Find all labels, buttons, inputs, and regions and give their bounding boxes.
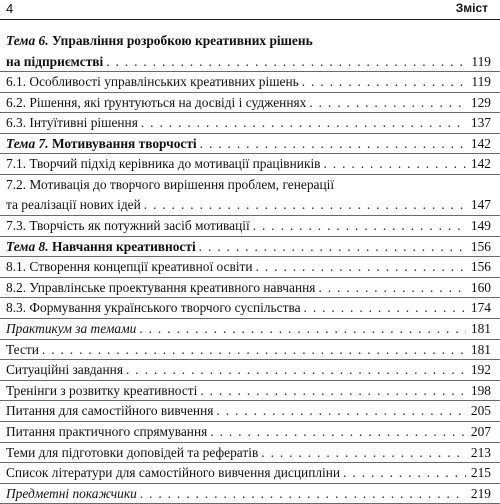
entry-title: Ситуаційні завдання	[6, 362, 123, 378]
page-ref: 181	[470, 341, 491, 357]
entry-title: 6.1. Особливості управлінських креативних рішень	[6, 74, 299, 89]
dot-leader	[140, 484, 466, 504]
page-ref: 119	[471, 53, 491, 69]
entry-title: 8.3. Формування українського творчого суспільства	[6, 300, 301, 316]
toc-entry-6-2[interactable]	[0, 93, 500, 114]
toc-entry-self-study[interactable]	[0, 401, 500, 422]
toc-entry-practical[interactable]	[0, 422, 500, 443]
dot-leader	[302, 72, 466, 93]
toc-topic-8[interactable]	[0, 237, 500, 258]
topic-title: Навчання креативності	[51, 238, 196, 254]
dot-leader	[210, 422, 466, 443]
toc-topic-7[interactable]	[0, 134, 500, 155]
topic-label: Тема 6.	[6, 33, 49, 48]
table-of-contents	[0, 31, 500, 504]
page-ref: 119	[471, 74, 491, 89]
page-ref: 174	[470, 300, 491, 316]
page-number: 4	[6, 1, 14, 16]
dot-leader	[216, 401, 466, 422]
page-ref: 147	[470, 197, 491, 213]
entry-title: 8.2. Управлінське проектування креативного навчання	[6, 279, 316, 295]
dot-leader	[318, 278, 466, 299]
dot-leader	[199, 237, 466, 258]
page-ref: 142	[470, 135, 491, 151]
entry-title: Практикум за темами	[6, 320, 137, 336]
toc-entry-8-2[interactable]	[0, 278, 500, 299]
page-ref: 156	[470, 259, 491, 275]
header-rule	[0, 19, 500, 20]
toc-entry-trainings[interactable]	[0, 381, 500, 402]
section-title: Зміст	[455, 1, 488, 15]
toc-entry-8-3[interactable]	[0, 298, 500, 319]
page-ref: 181	[470, 320, 491, 336]
page-ref: 219	[470, 485, 491, 501]
dot-leader	[126, 360, 466, 381]
toc-topic-6-line-1	[6, 31, 500, 52]
entry-title: Предметні покажчики	[6, 485, 137, 501]
toc-entry-7-3[interactable]	[0, 216, 500, 237]
toc-entry-7-1[interactable]	[0, 154, 500, 175]
page-ref: 129	[470, 94, 491, 110]
entry-title: 8.1. Створення концепції креативної освіти	[6, 259, 253, 275]
toc-entry-index[interactable]	[0, 484, 500, 504]
page-ref: 149	[470, 217, 491, 233]
page-ref: 137	[470, 115, 491, 131]
toc-topic-6-line-2	[6, 52, 500, 73]
entry-title: Питання для самостійного вивчення	[6, 403, 214, 419]
page-ref: 207	[470, 423, 491, 439]
dot-leader	[139, 319, 466, 340]
entry-title: Список літератури для самостійного вивчення дисципліни	[6, 465, 341, 481]
dot-leader	[144, 195, 466, 216]
toc-entry-8-1[interactable]	[0, 257, 500, 278]
entry-title: 7.1. Творчий підхід керівника до мотивації працівників	[6, 156, 321, 172]
toc-entry-practicum[interactable]	[0, 319, 500, 340]
page-ref: 160	[470, 279, 491, 295]
dot-leader	[309, 93, 466, 114]
entry-title: Питання практичного спрямування	[6, 423, 208, 439]
toc-entry-topics[interactable]	[0, 443, 500, 464]
topic-title: Мотивування творчості	[51, 135, 197, 151]
toc-entry-6-1[interactable]	[0, 72, 500, 93]
page-ref: 198	[470, 382, 491, 398]
toc-entry-7-2[interactable]	[0, 175, 500, 216]
dot-leader	[200, 134, 466, 155]
topic-label: Тема 8.	[6, 238, 49, 254]
dot-leader	[141, 113, 466, 134]
page-ref: 192	[470, 362, 491, 378]
entry-title-line-1: 7.2. Мотивація до творчого вирішення проблем, генерації	[6, 176, 335, 192]
dot-leader	[200, 381, 466, 402]
dot-leader	[106, 52, 466, 73]
page-ref: 142	[470, 156, 491, 172]
toc-entry-tests[interactable]	[0, 340, 500, 361]
entry-title: Тренінги з розвитку креативності	[6, 382, 198, 398]
dot-leader	[261, 443, 466, 464]
entry-title-line-2: та реалізації нових ідей	[6, 197, 141, 213]
topic-label: Тема 7.	[6, 135, 49, 151]
dot-leader	[256, 257, 466, 278]
page-ref: 156	[470, 238, 491, 254]
dot-leader	[253, 216, 466, 237]
dot-leader	[324, 154, 466, 175]
entry-title: 6.2. Рішення, які ґрунтуються на досвіді і судженнях	[6, 94, 307, 110]
entry-title: 7.3. Творчість як потужний засіб мотивації	[6, 217, 250, 233]
entry-title: Тести	[6, 341, 39, 357]
topic-title-continued: на підприємстві	[6, 53, 104, 69]
entry-title: Теми для підготовки доповідей та рефератів	[6, 444, 259, 460]
toc-entry-6-3[interactable]	[0, 113, 500, 134]
page-header	[0, 0, 500, 22]
dot-leader	[343, 463, 466, 484]
topic-title: Управління розробкою креативних рішень	[51, 33, 313, 48]
dot-leader	[42, 340, 466, 361]
page-ref: 215	[470, 465, 491, 481]
toc-entry-literature[interactable]	[0, 463, 500, 484]
toc-entry-situations[interactable]	[0, 360, 500, 381]
entry-title: 6.3. Інтуїтивні рішення	[6, 115, 138, 131]
page-ref: 213	[470, 444, 491, 460]
page-ref: 205	[470, 403, 491, 419]
toc-topic-6[interactable]	[0, 31, 500, 72]
dot-leader	[304, 298, 466, 319]
